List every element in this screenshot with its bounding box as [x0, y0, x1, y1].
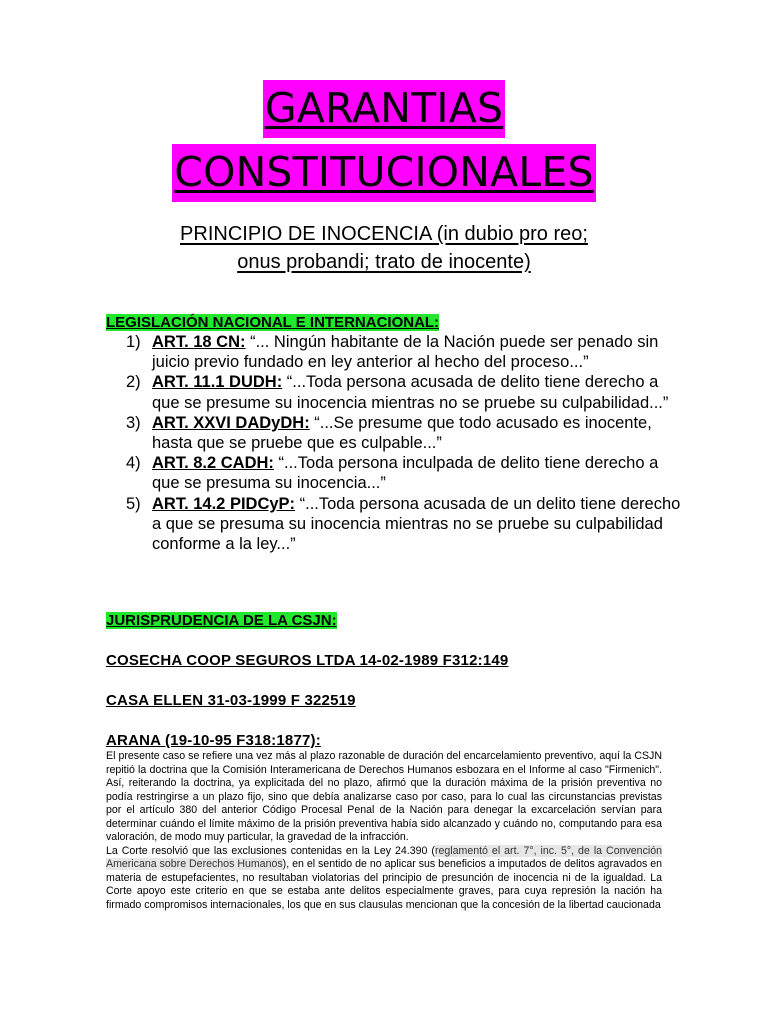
- list-item-content: [152, 413, 686, 453]
- article-quote: “...Toda persona acusada de delito tiene derecho a que se presume su inocencia mientras no se pruebe su culpabilidad...”: [152, 373, 669, 412]
- case-title-cosecha: COSECHA COOP SEGUROS LTDA 14-02-1989 F312:149: [106, 652, 509, 669]
- list-item: [126, 453, 686, 493]
- list-item-number: 3): [126, 413, 141, 432]
- document-title: [0, 80, 768, 202]
- list-item-number: 1): [126, 333, 141, 351]
- legislacion-list: [126, 332, 686, 554]
- arana-paragraph-1: El presente caso se refiere una vez más al plazo razonable de duración del encarcelamiento preventivo, aquí la CSJN repitió la doctrina que la Comisión Interamericana de Derechos Humanos esbozara en el Informe al caso "Firmenich". Así, reiterando la doctrina, ya explicitada del no plazo, afirmó que la duración máxima de la prisión preventiva no podía restringirse a un plazo fijo, sino que debía analizarse caso por caso, para lo cual las circunstancias previstas por el artículo 380 del anterior Código Procesal Penal de la Nación para denegar la excarcelación servían para determinar cuándo el límite máximo de la prisión preventiva había sido alcanzado y cuándo no, computando para esa valoración, de modo muy particular, la gravedad de la infracción.: [106, 750, 662, 843]
- article-quote: “...Toda persona acusada de un delito tiene derecho a que se presuma su inocencia mientras no se pruebe su culpabilidad conforme a la ley...”: [152, 494, 681, 554]
- arana-p2-start: La Corte resolvió que las exclusiones contenidas en la Ley 24.390 (: [106, 844, 435, 857]
- legislacion-heading: [106, 314, 439, 332]
- article-ref: ART. XXVI DADyDH:: [152, 413, 310, 432]
- list-item-content: [152, 372, 686, 412]
- list-item: [126, 372, 686, 412]
- list-item-content: [152, 494, 686, 555]
- list-item-number: 5): [126, 494, 141, 513]
- case-title-casa-ellen: CASA ELLEN 31-03-1999 F 322519: [106, 692, 356, 709]
- case-title-arana: ARANA (19-10-95 F318:1877):: [106, 732, 321, 749]
- list-item-content: [152, 453, 686, 493]
- legislacion-heading-text: LEGISLACIÓN NACIONAL E INTERNACIONAL:: [106, 314, 440, 331]
- arana-paragraph-2: [106, 845, 662, 913]
- subtitle-line-2: onus probandi; trato de inocente): [237, 251, 531, 273]
- arana-case-body: [106, 750, 662, 912]
- article-ref: ART. 8.2 CADH:: [152, 454, 274, 473]
- subtitle: [100, 220, 668, 276]
- article-quote: “...Toda persona inculpada de delito tiene derecho a que se presuma su inocencia...”: [152, 454, 659, 493]
- list-item-content: [152, 332, 686, 372]
- subtitle-line-1: PRINCIPIO DE INOCENCIA (in dubio pro reo;: [180, 223, 588, 245]
- title-line-2: CONSTITUCIONALES: [172, 144, 595, 202]
- jurisprudencia-heading: [106, 612, 337, 630]
- list-item-number: 2): [126, 373, 141, 392]
- article-ref: ART. 11.1 DUDH:: [152, 373, 283, 392]
- article-quote: “... Ningún habitante de la Nación puede ser penado sin juicio previo fundado en ley anterior al hecho del proceso...”: [152, 333, 659, 372]
- arana-p2-end: ), en el sentido de no aplicar sus beneficios a imputados de delitos agravados en materia de estupefacientes, no resultaban violatorias del principio de presunción de inocencia ni de la igualdad. La Corte apoyo este criterio en que se estaba ante delitos especialmente graves, para cuya represión la nación ha firmado compromisos internacionales, los que en sus clausulas mencionan que la concesión de la libertad caucionada: [106, 858, 662, 911]
- list-item: [126, 413, 686, 453]
- title-line-1: GARANTIAS: [263, 80, 505, 138]
- highlighted-citation: reglamentó el art. 7°, inc. 5°, de la Convención Americana sobre Derechos Humanos: [106, 844, 663, 870]
- article-ref: ART. 18 CN:: [152, 333, 246, 351]
- jurisprudencia-heading-text: JURISPRUDENCIA DE LA CSJN:: [106, 612, 337, 629]
- list-item: [126, 494, 686, 555]
- list-item-number: 4): [126, 454, 141, 473]
- article-quote: “...Se presume que todo acusado es inocente, hasta que se pruebe que es culpable...”: [152, 413, 652, 453]
- list-item: [126, 332, 686, 372]
- article-ref: ART. 14.2 PIDCyP:: [152, 494, 296, 513]
